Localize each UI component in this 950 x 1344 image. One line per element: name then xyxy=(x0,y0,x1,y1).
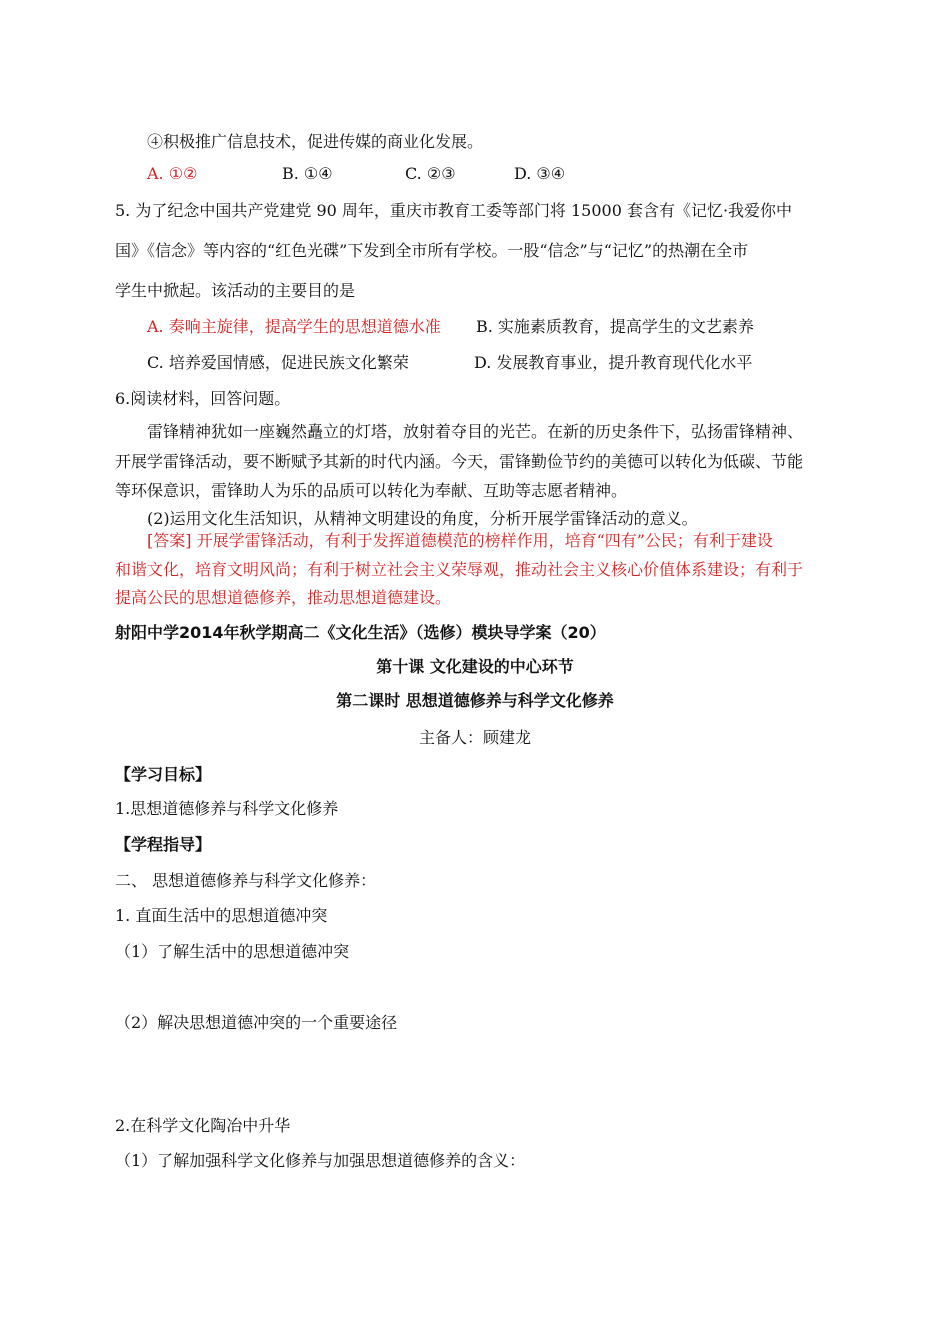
q5-option-a: A. 奏响主旋律，提高学生的思想道德水准 xyxy=(147,317,441,336)
goals-heading: 【学习目标】 xyxy=(115,765,212,784)
q6-material-line-3: 等环保意识，雷锋助人为乐的品质可以转化为奉献、互助等志愿者精神。 xyxy=(115,481,628,500)
q4-option-c: C. ②③ xyxy=(405,164,456,183)
q5-line-3: 学生中掀起。该活动的主要目的是 xyxy=(115,281,356,300)
lesson-title: 第十课 文化建设的中心环节 xyxy=(376,657,574,676)
q6-heading: 6.阅读材料，回答问题。 xyxy=(115,389,291,408)
q6-answer-line-1: [答案] 开展学雷锋活动，有利于发挥道德模范的榜样作用，培育“四有”公民；有利于建设 xyxy=(147,531,773,550)
handout-title: 射阳中学2014年秋学期高二《文化生活》（选修）模块导学案（20） xyxy=(115,623,606,642)
q6-material-line-1: 雷锋精神犹如一座巍然矗立的灯塔，放射着夺目的光芒。在新的历史条件下，弘扬雷锋精神、 xyxy=(147,422,804,441)
q6-question: (2)运用文化生活知识，从精神文明建设的角度，分析开展学雷锋活动的意义。 xyxy=(147,509,698,528)
q4-item-4: ④积极推广信息技术，促进传媒的商业化发展。 xyxy=(147,132,484,151)
item-2-sub-1: （1）了解加强科学文化修养与加强思想道德修养的含义： xyxy=(115,1151,526,1170)
q6-material-line-2: 开展学雷锋活动，要不断赋予其新的时代内涵。今天，雷锋勤俭节约的美德可以转化为低碳、节能 xyxy=(115,452,804,471)
q5-line-2: 国》《信念》等内容的“红色光碟”下发到全市所有学校。一股“信念”与“记忆”的热潮在全市 xyxy=(115,241,749,260)
author-line: 主备人：顾建龙 xyxy=(418,728,531,747)
q6-answer-line-2: 和谐文化，培育文明风尚；有利于树立社会主义荣辱观，推动社会主义核心价值体系建设；有利于 xyxy=(115,560,804,579)
q6-answer-line-3: 提高公民的思想道德修养，推动思想道德建设。 xyxy=(115,588,452,607)
item-1: 1. 直面生活中的思想道德冲突 xyxy=(115,906,328,925)
q5-option-b: B. 实施素质教育，提高学生的文艺素养 xyxy=(476,317,754,336)
guide-heading: 【学程指导】 xyxy=(115,835,212,854)
period-title: 第二课时 思想道德修养与科学文化修养 xyxy=(336,691,614,710)
q4-option-a: A. ①② xyxy=(147,164,198,183)
q5-line-1: 5. 为了纪念中国共产党建党 90 周年，重庆市教育工委等部门将 15000 套含有《记忆·我爱你中 xyxy=(115,201,793,220)
item-1-sub-2: （2）解决思想道德冲突的一个重要途径 xyxy=(115,1013,398,1032)
q5-option-c: C. 培养爱国情感，促进民族文化繁荣 xyxy=(147,353,409,372)
item-2: 2.在科学文化陶冶中升华 xyxy=(115,1116,291,1135)
item-1-sub-1: （1）了解生活中的思想道德冲突 xyxy=(115,942,350,961)
section-two-heading: 二、 思想道德修养与科学文化修养： xyxy=(115,871,377,890)
goal-item-1: 1.思想道德修养与科学文化修养 xyxy=(115,799,339,818)
q5-option-d: D. 发展教育事业，提升教育现代化水平 xyxy=(474,353,753,372)
q4-option-b: B. ①④ xyxy=(282,164,333,183)
q4-option-d: D. ③④ xyxy=(514,164,566,183)
